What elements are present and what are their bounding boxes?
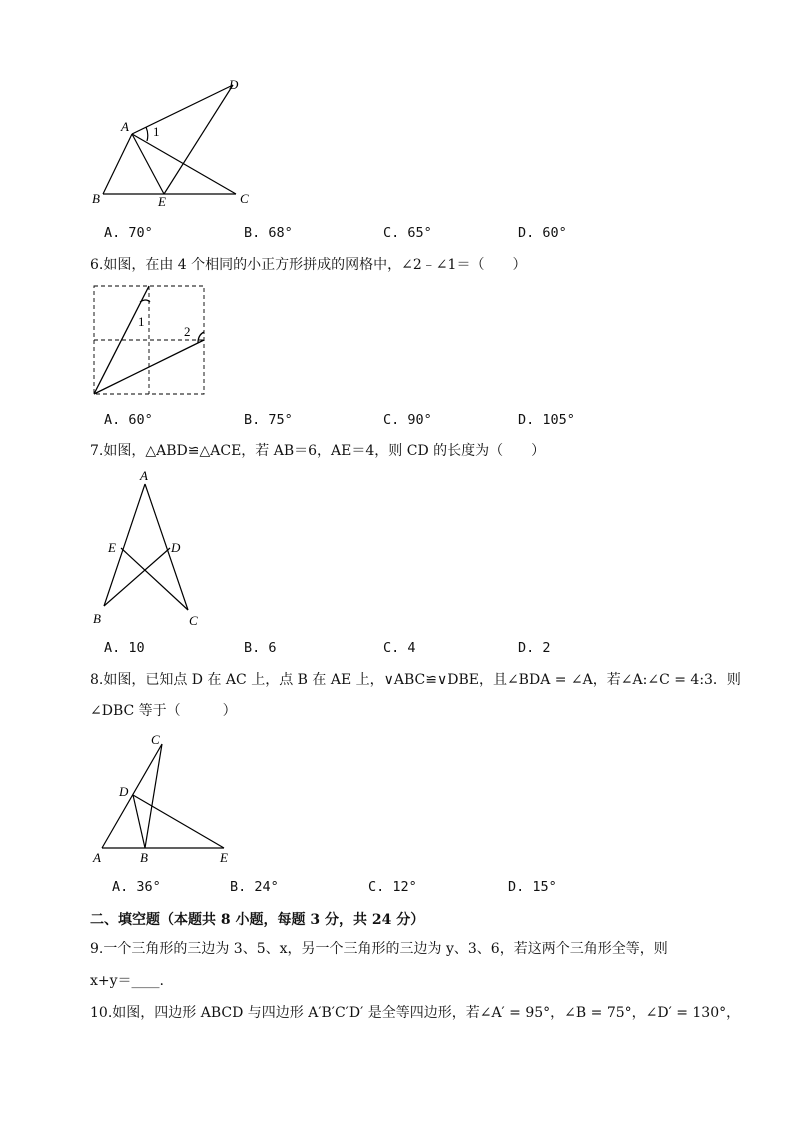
q8-label-a: A <box>93 850 101 865</box>
q8-option-d: D. 15° <box>508 879 557 895</box>
q7-label-b: B <box>93 611 101 626</box>
q7-option-c: C. 4 <box>383 640 416 656</box>
q6-option-d: D. 105° <box>518 412 575 428</box>
q5-label-b: B <box>92 191 100 206</box>
q5-option-a: A. 70° <box>104 225 153 241</box>
q5-option-b: B. 68° <box>244 225 293 241</box>
q5-label-c: C <box>240 191 249 206</box>
q8-label-d: D <box>119 784 129 799</box>
q8-stem-line1: 8.如图，已知点 D 在 AC 上，点 B 在 AE 上，∨ABC≌∨DBE，且∠BDA = ∠A，若∠A:∠C = 4:3．则 <box>90 672 741 688</box>
q8-label-b: B <box>140 850 148 865</box>
q8-option-c: C. 12° <box>368 879 417 895</box>
q10-line1: 10.如图，四边形 ABCD 与四边形 A′B′C′D′ 是全等四边形，若∠A′ = 95°，∠B = 75°，∠D′ = 130°， <box>90 1005 741 1021</box>
q5-option-d: D. 60° <box>518 225 567 241</box>
q6-option-c: C. 90° <box>383 412 432 428</box>
q8-label-c: C <box>151 732 160 747</box>
q8-figure <box>88 730 238 868</box>
q5-angle-1: 1 <box>153 124 160 139</box>
q7-figure <box>88 468 208 630</box>
q8-option-b: B. 24° <box>230 879 279 895</box>
q6-figure <box>88 280 213 402</box>
q7-label-c: C <box>189 613 198 628</box>
q6-angle-1: 1 <box>138 314 145 329</box>
q7-label-a: A <box>140 468 148 483</box>
q6-option-a: A. 60° <box>104 412 153 428</box>
q7-option-b: B. 6 <box>244 640 277 656</box>
q7-stem: 7.如图，△ABD≌△ACE，若 AB＝6，AE＝4，则 CD 的长度为（ ） <box>90 443 546 459</box>
q5-label-a: A <box>121 119 129 134</box>
q5-label-e: E <box>158 194 166 209</box>
q9-line2: x+y＝____. <box>90 973 164 989</box>
section-heading: 二、填空题（本题共 8 小题，每题 3 分，共 24 分） <box>90 912 425 928</box>
q7-label-e: E <box>108 540 116 555</box>
q7-label-d: D <box>171 540 181 555</box>
q8-stem-line2: ∠DBC 等于（ ） <box>90 703 237 719</box>
q5-label-d: D <box>229 77 239 92</box>
q6-option-b: B. 75° <box>244 412 293 428</box>
q8-label-e: E <box>220 850 228 865</box>
q5-figure <box>85 72 255 212</box>
q8-option-a: A. 36° <box>112 879 161 895</box>
q7-option-d: D. 2 <box>518 640 551 656</box>
q9-line1: 9.一个三角形的三边为 3、5、x，另一个三角形的三边为 y、3、6，若这两个三角形全等，则 <box>90 941 668 957</box>
q7-option-a: A. 10 <box>104 640 145 656</box>
q6-stem: 6.如图，在由 4 个相同的小正方形拼成的网格中，∠2﹣∠1＝（ ） <box>90 257 527 273</box>
q6-angle-2: 2 <box>184 324 191 339</box>
q5-option-c: C. 65° <box>383 225 432 241</box>
